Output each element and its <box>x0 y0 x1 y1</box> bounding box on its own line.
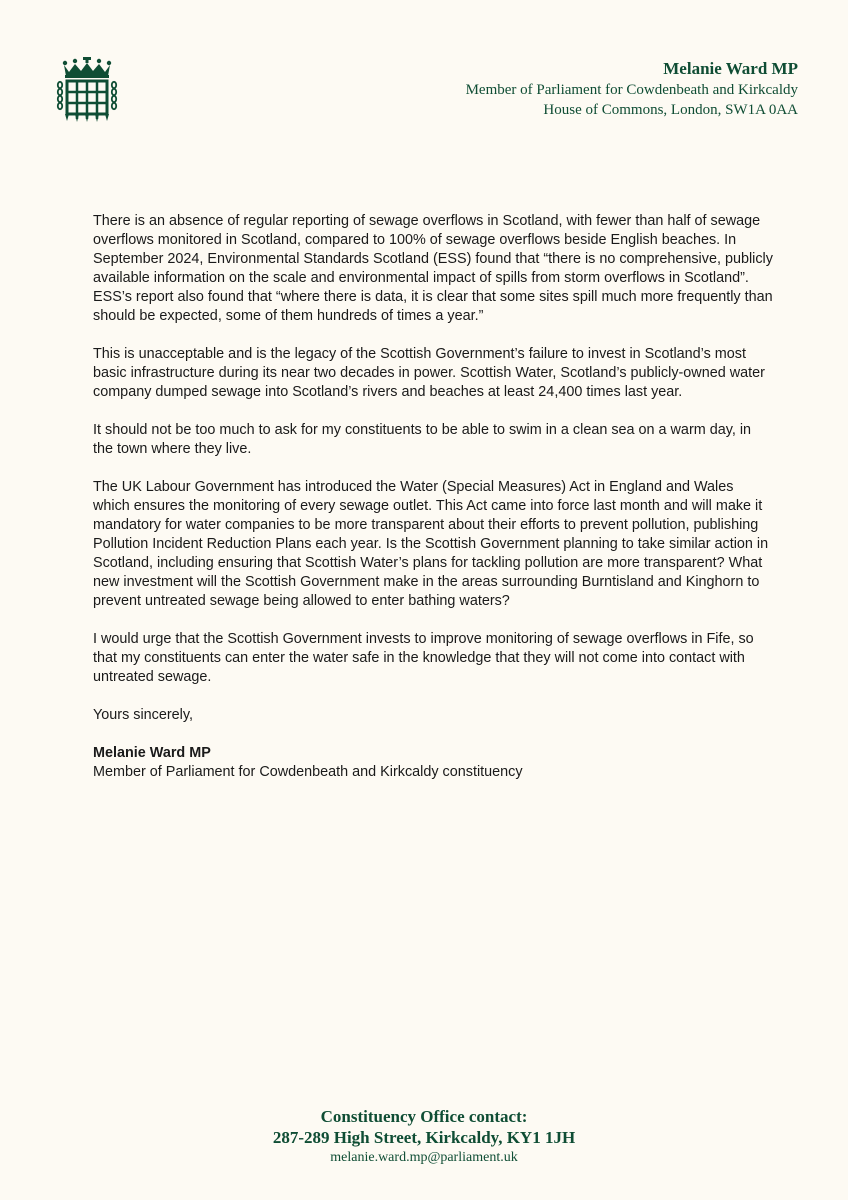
footer-email[interactable]: melanie.ward.mp@parliament.uk <box>330 1150 518 1165</box>
paragraph: I would urge that the Scottish Government invests to improve monitoring of sewage overflows in Fife, so that my constituents can enter the water safe in the knowledge that they will not come into contact with untreated sewage. <box>93 631 754 685</box>
closing: Yours sincerely, <box>93 707 193 723</box>
portcullis-icon <box>55 57 119 127</box>
mp-name: Melanie Ward MP <box>663 59 798 78</box>
signature-name: Melanie Ward MP <box>93 745 211 761</box>
signature-title: Member of Parliament for Cowdenbeath and Kirkcaldy constituency <box>93 764 523 780</box>
paragraph: This is unacceptable and is the legacy of the Scottish Government’s failure to invest in Scotland’s most basic infrastructure during its near two decades in power. Scottish Water, Scotland’s publicly-owned water company dumped sewage into Scotland’s rivers and beaches at least 24,400 times last year. <box>93 346 765 400</box>
paragraph: It should not be too much to ask for my constituents to be able to swim in a clean sea on a warm day, in the town where they live. <box>93 422 752 457</box>
footer-address: 287-289 High Street, Kirkcaldy, KY1 1JH <box>272 1128 576 1147</box>
mp-role: Member of Parliament for Cowdenbeath and Kirkcaldy <box>465 82 798 98</box>
footer-contact-heading: Constituency Office contact: <box>320 1107 528 1126</box>
letterhead <box>466 58 798 120</box>
mp-address: House of Commons, London, SW1A 0AA <box>543 102 798 118</box>
letter-body <box>93 212 773 782</box>
paragraph: The UK Labour Government has introduced the Water (Special Measures) Act in England and Wales which ensures the monitoring of every sewage outlet. This Act came into force last month and will make it mandatory for water companies to be more transparent about their efforts to prevent pollution, publishing Pollution Incident Reduction Plans each year. Is the Scottish Government planning to take similar action in Scotland, including ensuring that Scottish Water’s plans for tackling pollution are more transparent? What new investment will the Scottish Government make in the areas surrounding Burntisland and Kinghorn to prevent untreated sewage being allowed to enter bathing waters? <box>93 479 769 609</box>
paragraph: There is an absence of regular reporting of sewage overflows in Scotland, with fewer than half of sewage overflows monitored in Scotland, compared to 100% of sewage overflows beside English beaches. In September 2024, Environmental Standards Scotland (ESS) found that “there is no comprehensive, publicly available information on the scale and environmental impact of spills from storm overflows in Scotland”. ESS’s report also found that “where there is data, it is clear that some sites spill much more frequently than should be expected, some of them hundreds of times a year.” <box>93 213 773 324</box>
footer <box>0 1106 848 1168</box>
